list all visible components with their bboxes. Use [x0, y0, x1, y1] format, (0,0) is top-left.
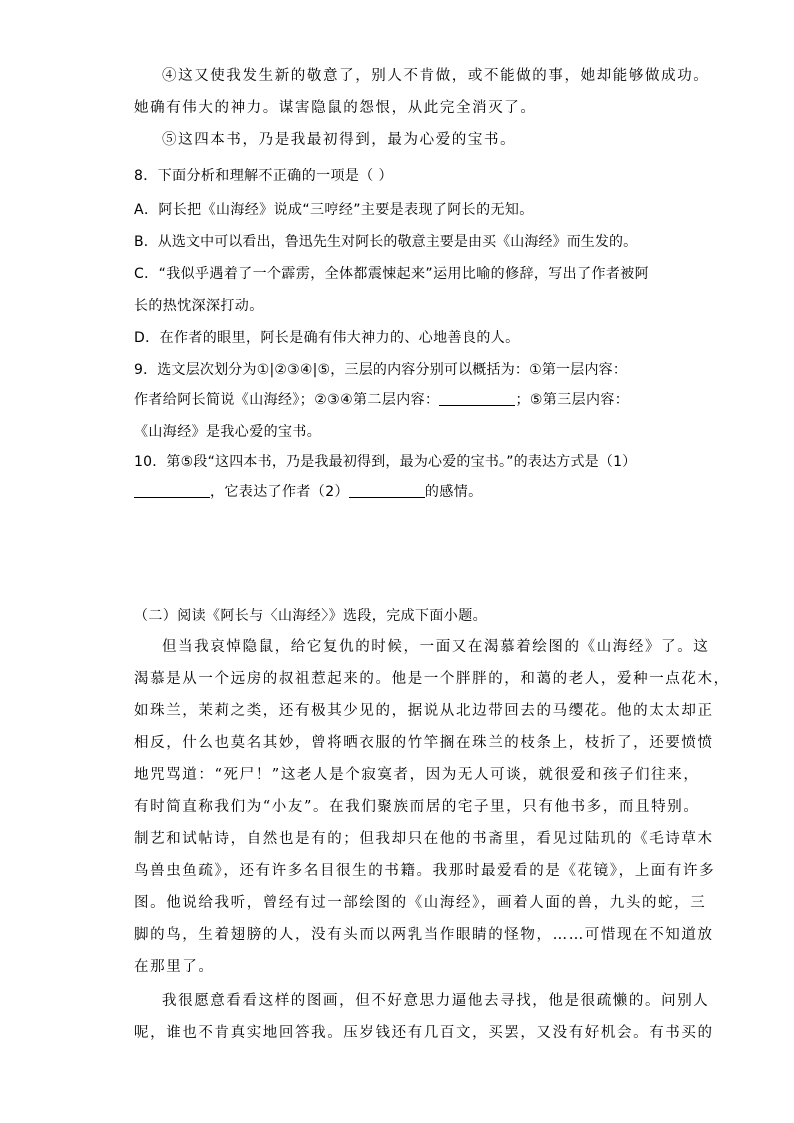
- q9-answer-blank[interactable]: [439, 391, 515, 406]
- q8-option-d: D．在作者的眼里，阿长是确有伟大神力的、心地善良的人。: [134, 330, 520, 346]
- section2-p1-line: 地咒骂道：“死尸！”这老人是个寂寞者，因为无人可谈，就很爱和孩子们往来，: [134, 767, 700, 783]
- section2-p2-line: 呢，谁也不肯真实地回答我。压岁钱还有几百文，买罢，又没有好机会。有书买的: [134, 1025, 714, 1041]
- passage-p5: ⑤这四本书，乃是我最初得到，最为心爱的宝书。: [162, 132, 517, 148]
- section2-p1-line: 制艺和试帖诗，自然也是有的；但我却只在他的书斋里，看见过陆玑的《毛诗草木: [134, 831, 714, 847]
- q10-line1: 10．第⑤段“这四本书，乃是我最初得到，最为心爱的宝书。”的表达方式是（1）: [134, 454, 637, 470]
- q8-stem: 8．下面分析和理解不正确的一项是（ ）: [134, 168, 393, 184]
- q8-option-b: B．从选文中可以看出，鲁迅先生对阿长的敬意主要是由买《山海经》而生发的。: [134, 234, 638, 250]
- q8-option-c-line1: C．“我似乎遇着了一个霹雳，全体都震悚起来”运用比喻的修辞，写出了作者被阿: [134, 266, 650, 282]
- q10-line2-end: 的感情。: [424, 484, 483, 500]
- section2-p1-line: 渴慕是从一个远房的叔祖惹起来的。他是一个胖胖的，和蔼的老人，爱种一点花木，: [134, 671, 730, 687]
- section2-p2-line: 我很愿意看看这样的图画，但不好意思力逼他去寻找，他是很疏懒的。问别人: [162, 993, 710, 1009]
- q9-line2-suffix: ；⑤第三层内容：: [515, 392, 630, 408]
- passage-p4-line1: ④这又使我发生新的敬意了，别人不肯做，或不能做的事，她却能够做成功。: [162, 68, 710, 84]
- q9-line1: 9．选文层次划分为①|②③④|⑤，三层的内容分别可以概括为：①第一层内容：: [134, 362, 628, 378]
- section2-heading: （二）阅读《阿长与〈山海经〉》选段，完成下面小题。: [134, 608, 487, 624]
- q10-line2-mid: ，它表达了作者（2）: [210, 484, 349, 500]
- passage-p4-line2: 她确有伟大的神力。谋害隐鼠的怨恨，从此完全消灭了。: [134, 100, 537, 116]
- q9-line2: [134, 390, 629, 410]
- q10-blank-1[interactable]: [134, 483, 210, 498]
- section2-p1-line: 鸟兽虫鱼疏》，还有许多名目很生的书籍。我那时最爱看的是《花镜》，上面有许多: [134, 863, 716, 879]
- section2-p1-line: 脚的鸟，生着翅膀的人，没有头而以两乳当作眼睛的怪物，……可惜现在不知道放: [134, 927, 714, 943]
- section2-p1-line: 在那里了。: [134, 959, 215, 975]
- q10-blank-2[interactable]: [349, 483, 425, 498]
- section2-p1-line: 有时简直称我们为“小友”。在我们聚族而居的宅子里，只有他书多，而且特别。: [134, 799, 700, 815]
- section2-p1-line: 相反，什么也莫名其妙，曾将晒衣服的竹竿搁在珠兰的枝条上，枝折了，还要愤愤: [134, 735, 714, 751]
- section2-p1-line: 如珠兰，茉莉之类，还有极其少见的，据说从北边带回去的马缨花。他的太太却正: [134, 703, 714, 719]
- section2-p1-line: 但当我哀悼隐鼠，给它复仇的时候，一面又在渴慕着绘图的《山海经》了。这: [162, 639, 710, 655]
- q9-line3: 《山海经》是我心爱的宝书。: [134, 424, 322, 440]
- section2-p1-line: 图。他说给我听，曾经有过一部绘图的《山海经》，画着人面的兽，九头的蛇，三: [134, 895, 707, 911]
- q10-line2: [134, 482, 483, 502]
- q8-option-a: A．阿长把《山海经》说成“三哼经”主要是表现了阿长的无知。: [134, 202, 534, 218]
- q8-option-c-line2: 长的热忱深深打动。: [134, 298, 264, 314]
- q9-line2-prefix: 作者给阿长简说《山海经》；②③④第二层内容：: [134, 392, 440, 408]
